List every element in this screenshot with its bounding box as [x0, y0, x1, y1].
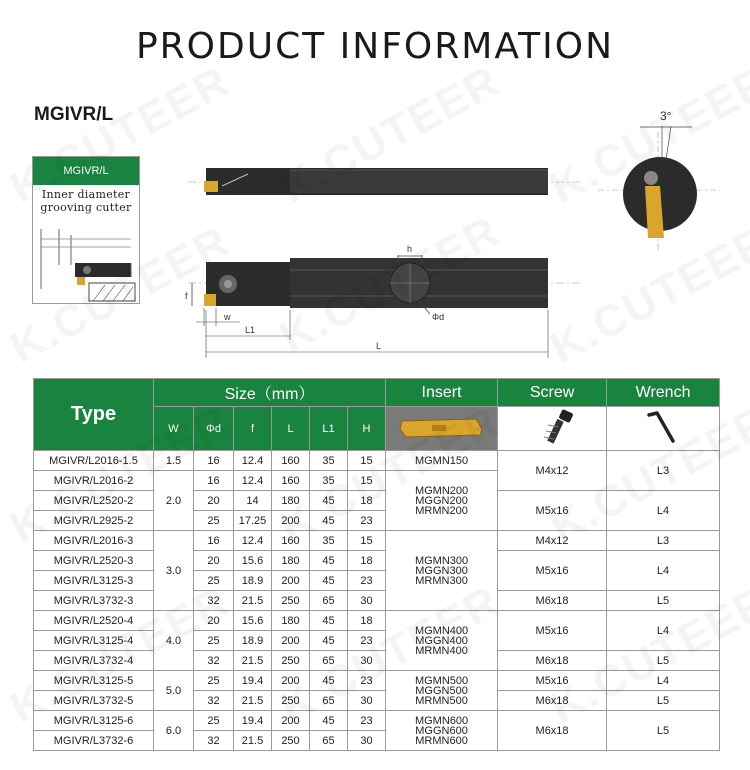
- wrench-image-cell: [607, 407, 720, 451]
- cell-f: 12.4: [234, 471, 272, 491]
- table-row: [34, 671, 720, 691]
- header-size: Size（mm）: [154, 379, 386, 407]
- cell-l1: 35: [310, 451, 348, 471]
- insert-code: MGGN400: [415, 634, 468, 647]
- cell-insert: [386, 711, 498, 751]
- cell-h: 30: [348, 591, 386, 611]
- insert-image-cell: [386, 407, 498, 451]
- cell-screw: M6x18: [498, 591, 607, 611]
- technical-drawing: [0, 0, 750, 370]
- table-row: [34, 611, 720, 631]
- cell-screw: M4x12: [498, 531, 607, 551]
- cell-l1: 45: [310, 511, 348, 531]
- cell-type: MGIVR/L3732-4: [34, 651, 154, 671]
- table-row: [34, 711, 720, 731]
- cell-screw: M4x12: [498, 451, 607, 491]
- cell-f: 15.6: [234, 611, 272, 631]
- cell-h: 23: [348, 711, 386, 731]
- insert-code: MRMN200: [415, 504, 468, 517]
- cell-screw: M6x18: [498, 691, 607, 711]
- cell-type: MGIVR/L2520-3: [34, 551, 154, 571]
- cell-l: 250: [272, 691, 310, 711]
- cell-f: 12.4: [234, 531, 272, 551]
- spec-table: [33, 378, 720, 751]
- cell-d: 32: [194, 651, 234, 671]
- cell-l1: 45: [310, 571, 348, 591]
- cell-l1: 35: [310, 471, 348, 491]
- cell-insert: [386, 671, 498, 711]
- cell-l1: 65: [310, 651, 348, 671]
- dim-f-label: f: [185, 291, 188, 301]
- cell-type: MGIVR/L2520-4: [34, 611, 154, 631]
- table-row: [34, 451, 720, 471]
- cell-screw: M5x16: [498, 611, 607, 651]
- cell-w: 1.5: [154, 451, 194, 471]
- dim-h-label: h: [407, 244, 413, 254]
- cell-wrench: L4: [607, 551, 720, 591]
- cell-l1: 65: [310, 731, 348, 751]
- cell-f: 14: [234, 491, 272, 511]
- cell-type: MGIVR/L3125-6: [34, 711, 154, 731]
- cell-l1: 45: [310, 551, 348, 571]
- cell-l: 200: [272, 571, 310, 591]
- angle-label: 3°: [660, 109, 672, 123]
- insert-code: MGGN200: [415, 494, 468, 507]
- cell-d: 20: [194, 551, 234, 571]
- subheader-l: L: [272, 407, 310, 451]
- subheader-h: H: [348, 407, 386, 451]
- cell-f: 18.9: [234, 571, 272, 591]
- cell-l: 250: [272, 651, 310, 671]
- insert-code: MGMN500: [414, 674, 469, 687]
- cell-h: 23: [348, 631, 386, 651]
- dim-l1-label: L1: [245, 325, 256, 335]
- insert-icon: [388, 407, 496, 447]
- cell-screw: M5x16: [498, 671, 607, 691]
- subheader-d: Φd: [194, 407, 234, 451]
- cell-d: 25: [194, 671, 234, 691]
- screw-icon: [502, 407, 602, 447]
- cell-l: 250: [272, 591, 310, 611]
- cell-wrench: L4: [607, 491, 720, 531]
- cell-insert: [386, 611, 498, 671]
- cell-h: 18: [348, 551, 386, 571]
- cell-l1: 45: [310, 491, 348, 511]
- table-row: [34, 691, 720, 711]
- cell-wrench: L5: [607, 591, 720, 611]
- cell-d: 20: [194, 491, 234, 511]
- cell-wrench: L5: [607, 651, 720, 671]
- cell-h: 23: [348, 671, 386, 691]
- cell-l1: 65: [310, 691, 348, 711]
- header-wrench: Wrench: [607, 379, 720, 407]
- subheader-w: W: [154, 407, 194, 451]
- cell-type: MGIVR/L2520-2: [34, 491, 154, 511]
- cell-l1: 45: [310, 611, 348, 631]
- cell-l: 160: [272, 451, 310, 471]
- insert-code: MGMN400: [414, 624, 469, 637]
- table-row: [34, 491, 720, 511]
- cell-wrench: L4: [607, 671, 720, 691]
- card-header: MGIVR/L: [33, 157, 139, 185]
- cell-type: MGIVR/L3732-6: [34, 731, 154, 751]
- insert-code: MGGN600: [415, 724, 468, 737]
- card-desc-line1: Inner diameter: [41, 188, 131, 201]
- cell-l: 180: [272, 491, 310, 511]
- cell-type: MGIVR/L3732-3: [34, 591, 154, 611]
- cell-l1: 45: [310, 711, 348, 731]
- cell-f: 18.9: [234, 631, 272, 651]
- cell-f: 15.6: [234, 551, 272, 571]
- header-insert: Insert: [386, 379, 498, 407]
- cell-d: 25: [194, 711, 234, 731]
- cell-h: 23: [348, 571, 386, 591]
- cell-screw: M6x18: [498, 651, 607, 671]
- cell-w: 6.0: [154, 711, 194, 751]
- cell-h: 18: [348, 611, 386, 631]
- cell-l1: 65: [310, 591, 348, 611]
- page-title: PRODUCT INFORMATION: [135, 26, 615, 67]
- cell-l: 250: [272, 731, 310, 751]
- cell-wrench: L3: [607, 531, 720, 551]
- cell-type: MGIVR/L2016-2: [34, 471, 154, 491]
- screw-image-cell: [498, 407, 607, 451]
- cell-d: 25: [194, 571, 234, 591]
- cell-type: MGIVR/L2016-1.5: [34, 451, 154, 471]
- insert-code: MGGN300: [415, 564, 468, 577]
- table-row: [34, 591, 720, 611]
- cell-w: 4.0: [154, 611, 194, 671]
- cell-d: 32: [194, 731, 234, 751]
- model-heading: MGIVR/L: [34, 104, 114, 125]
- cell-d: 16: [194, 471, 234, 491]
- subheader-l1: L1: [310, 407, 348, 451]
- header-type: Type: [34, 379, 154, 451]
- cell-l: 160: [272, 531, 310, 551]
- cell-d: 20: [194, 611, 234, 631]
- insert-code: MGMN300: [414, 554, 469, 567]
- insert-code: MRMN500: [415, 694, 468, 707]
- cell-type: MGIVR/L3125-5: [34, 671, 154, 691]
- header-screw: Screw: [498, 379, 607, 407]
- dim-l-label: L: [376, 341, 382, 351]
- cell-l: 200: [272, 631, 310, 651]
- cell-l: 200: [272, 511, 310, 531]
- table-row: [34, 551, 720, 571]
- cell-wrench: L3: [607, 451, 720, 491]
- insert-code: MRMN300: [415, 574, 468, 587]
- cell-h: 30: [348, 731, 386, 751]
- cell-w: 5.0: [154, 671, 194, 711]
- cell-d: 16: [194, 451, 234, 471]
- cell-screw: M5x16: [498, 491, 607, 531]
- cell-l: 200: [272, 671, 310, 691]
- cell-h: 23: [348, 511, 386, 531]
- insert-code: MRMN400: [415, 644, 468, 657]
- cell-d: 25: [194, 631, 234, 651]
- cell-f: 19.4: [234, 711, 272, 731]
- cell-type: MGIVR/L3732-5: [34, 691, 154, 711]
- card-desc-line2: grooving cutter: [40, 201, 132, 214]
- cell-h: 15: [348, 451, 386, 471]
- cell-l1: 45: [310, 631, 348, 651]
- table-row: [34, 651, 720, 671]
- cell-f: 21.5: [234, 591, 272, 611]
- cell-d: 32: [194, 591, 234, 611]
- table-row: [34, 531, 720, 551]
- cell-wrench: L5: [607, 691, 720, 711]
- cell-l1: 45: [310, 671, 348, 691]
- cell-d: 25: [194, 511, 234, 531]
- wrench-icon: [613, 407, 713, 447]
- cell-type: MGIVR/L2925-2: [34, 511, 154, 531]
- cell-l: 200: [272, 711, 310, 731]
- subheader-f: f: [234, 407, 272, 451]
- cell-wrench: L4: [607, 611, 720, 651]
- cell-f: 12.4: [234, 451, 272, 471]
- cell-d: 32: [194, 691, 234, 711]
- cell-h: 15: [348, 531, 386, 551]
- cell-screw: M5x16: [498, 551, 607, 591]
- dim-w-label: w: [224, 312, 231, 322]
- insert-code: MGMN200: [414, 484, 469, 497]
- cell-f: 19.4: [234, 671, 272, 691]
- cell-f: 21.5: [234, 691, 272, 711]
- cell-l1: 35: [310, 531, 348, 551]
- cell-l: 180: [272, 551, 310, 571]
- cell-h: 30: [348, 691, 386, 711]
- cell-d: 16: [194, 531, 234, 551]
- cell-h: 15: [348, 471, 386, 491]
- insert-code: MGGN500: [415, 684, 468, 697]
- cell-h: 30: [348, 651, 386, 671]
- cell-screw: M6x18: [498, 711, 607, 751]
- cell-insert: [386, 531, 498, 611]
- cell-l: 180: [272, 611, 310, 631]
- cell-w: 2.0: [154, 471, 194, 531]
- cell-l: 160: [272, 471, 310, 491]
- cell-type: MGIVR/L3125-4: [34, 631, 154, 651]
- cell-insert: MGMN150: [386, 451, 498, 471]
- cell-wrench: L5: [607, 711, 720, 751]
- cell-w: 3.0: [154, 531, 194, 611]
- cell-insert: [386, 471, 498, 531]
- cell-h: 18: [348, 491, 386, 511]
- insert-code: MGMN600: [414, 714, 469, 727]
- cell-f: 21.5: [234, 651, 272, 671]
- dim-d-label: Φd: [432, 312, 445, 322]
- insert-code: MRMN600: [415, 734, 468, 747]
- cell-f: 21.5: [234, 731, 272, 751]
- cell-type: MGIVR/L2016-3: [34, 531, 154, 551]
- cell-f: 17.25: [234, 511, 272, 531]
- cell-type: MGIVR/L3125-3: [34, 571, 154, 591]
